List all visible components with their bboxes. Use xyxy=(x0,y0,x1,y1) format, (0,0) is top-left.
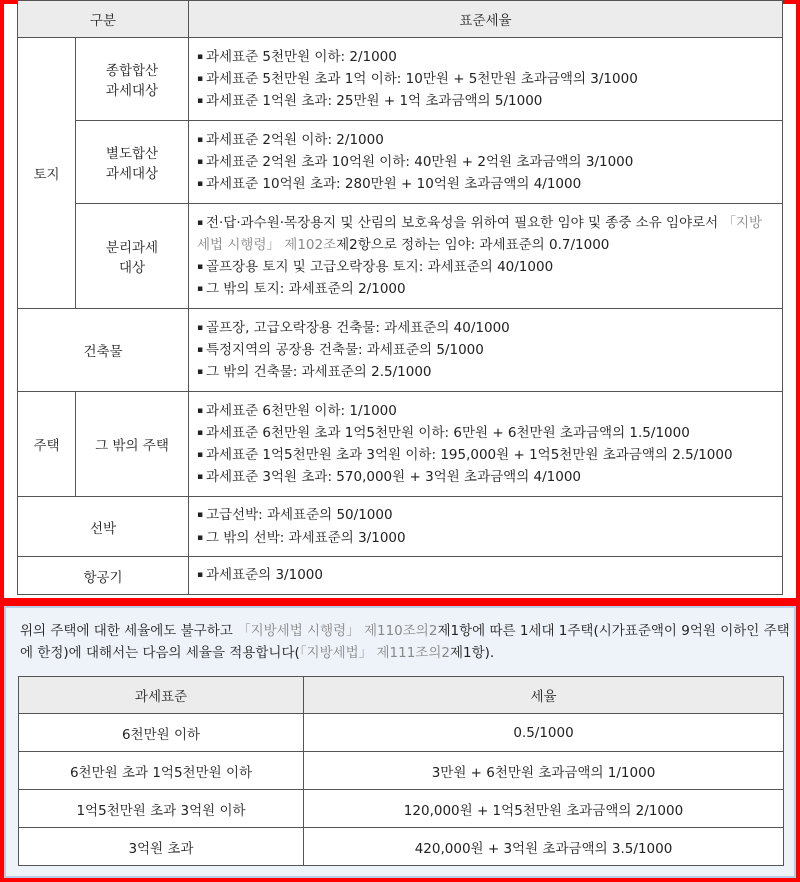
property-tax-rate-table xyxy=(17,0,783,595)
list-item: ▪ 그 밖의 건축물: 과세표준의 2.5/1000 xyxy=(197,361,774,383)
list-item: ▪ 골프장용 토지 및 고급오락장용 토지: 과세표준의 40/1000 xyxy=(197,256,774,278)
single-home-note: 위의 주택에 대한 세율에도 불구하고 「지방세법 시행령」 제110조의2제1항에 따른 1세대 1주택(시가표준액이 9억원 이하인 주택에 한정)에 대해서는 다음의 세율을 적용합니다(「지방세법」 제111조의2제1항). xyxy=(20,623,790,661)
list-item: ▪ 과세표준 2억원 초과 10억원 이하: 40만원 + 2억원 초과금액의 3/1000 xyxy=(197,151,774,173)
single-home-rate-table xyxy=(18,676,784,866)
subcategory-label: 종합합산 과세대상 xyxy=(76,38,189,121)
law-reference: 「지방세법」 제111조의2 xyxy=(299,645,450,661)
tax-base-cell: 6천만원 초과 1억5천만원 이하 xyxy=(19,752,304,790)
table-header-row xyxy=(18,1,783,38)
list-item: ▪ 그 밖의 선박: 과세표준의 3/1000 xyxy=(197,527,774,549)
list-item: ▪ 과세표준 5천만원 이하: 2/1000 xyxy=(197,46,774,68)
list-item: ▪ 과세표준 2억원 이하: 2/1000 xyxy=(197,129,774,151)
table-row xyxy=(18,392,783,497)
list-item: ▪ 과세표준 3억원 초과: 570,000원 + 3억원 초과금액의 4/1000 xyxy=(197,466,774,488)
rate-list xyxy=(189,204,783,309)
aircraft-label: 항공기 xyxy=(18,557,189,595)
law-reference: 「지방세법 시행령」 제110조의2 xyxy=(237,623,438,639)
tax-base-cell: 1억5천만원 초과 3억원 이하 xyxy=(19,790,304,828)
law-reference: 세법 시행령」 제102조 xyxy=(197,236,337,253)
rate-list xyxy=(189,392,783,497)
law-reference: 「지방 xyxy=(722,214,763,231)
subcategory-label: 별도합산 과세대상 xyxy=(76,121,189,204)
list-item: ▪ 과세표준 1억원 초과: 25만원 + 1억 초과금액의 5/1000 xyxy=(197,90,774,112)
list-item: ▪ 특정지역의 공장용 건축물: 과세표준의 5/1000 xyxy=(197,339,774,361)
subcategory-label: 분리과세 대상 xyxy=(76,204,189,309)
table-header-row xyxy=(19,677,784,714)
list-item: ▪ 고급선박: 과세표준의 50/1000 xyxy=(197,504,774,526)
building-label: 건축물 xyxy=(18,309,189,392)
table-row xyxy=(18,557,783,595)
list-item: ▪ 과세표준 1억5천만원 초과 3억원 이하: 195,000원 + 1억5천만원 초과금액의 2.5/1000 xyxy=(197,444,774,466)
housing-label: 주택 xyxy=(18,392,76,497)
list-item: ▪ 과세표준 6천만원 이하: 1/1000 xyxy=(197,400,774,422)
rate-list xyxy=(189,497,783,557)
subcategory-label: 그 밖의 주택 xyxy=(76,392,189,497)
single-home-note-box xyxy=(4,606,796,878)
frame-divider xyxy=(4,598,796,606)
list-item: ▪ 과세표준의 3/1000 xyxy=(197,564,774,586)
rate-list xyxy=(189,121,783,204)
list-item: ▪ 과세표준 5천만원 초과 1억 이하: 10만원 + 5천만원 초과금액의 3/1000 xyxy=(197,68,774,90)
table-row xyxy=(19,752,784,790)
header-tax-rate: 세율 xyxy=(304,677,784,714)
table-row xyxy=(18,121,783,204)
tax-rate-cell: 420,000원 + 3억원 초과금액의 3.5/1000 xyxy=(304,828,784,866)
land-label: 토지 xyxy=(18,38,76,309)
table-row xyxy=(18,204,783,309)
tax-rate-cell: 3만원 + 6천만원 초과금액의 1/1000 xyxy=(304,752,784,790)
list-item: ▪ 과세표준 10억원 초과: 280만원 + 10억원 초과금액의 4/1000 xyxy=(197,173,774,195)
tax-rate-cell: 0.5/1000 xyxy=(304,714,784,752)
list-item: ▪ 그 밖의 토지: 과세표준의 2/1000 xyxy=(197,278,774,300)
tax-base-cell: 6천만원 이하 xyxy=(19,714,304,752)
list-item: ▪ 골프장, 고급오락장용 건축물: 과세표준의 40/1000 xyxy=(197,317,774,339)
header-tax-base: 과세표준 xyxy=(19,677,304,714)
list-item: ▪ 과세표준 6천만원 초과 1억5천만원 이하: 6만원 + 6천만원 초과금액의 1.5/1000 xyxy=(197,422,774,444)
rate-list xyxy=(189,309,783,392)
table-row xyxy=(19,714,784,752)
header-standard-rate: 표준세율 xyxy=(189,1,783,38)
tax-rate-cell: 120,000원 + 1억5천만원 초과금액의 2/1000 xyxy=(304,790,784,828)
table-row xyxy=(18,309,783,392)
ship-label: 선박 xyxy=(18,497,189,557)
tax-base-cell: 3억원 초과 xyxy=(19,828,304,866)
table-row xyxy=(19,828,784,866)
table-row xyxy=(18,497,783,557)
rate-list xyxy=(189,557,783,595)
table-row xyxy=(19,790,784,828)
rate-list xyxy=(189,38,783,121)
header-category: 구분 xyxy=(18,1,189,38)
table-row xyxy=(18,38,783,121)
list-item: ▪ 전·답·과수원·목장용지 및 산림의 보호육성을 위하여 필요한 임야 및 종중 소유 임야로서 「지방 세법 시행령」 제102조제2항으로 정하는 임야: 과세표준의 0.7/1000 xyxy=(197,212,774,256)
